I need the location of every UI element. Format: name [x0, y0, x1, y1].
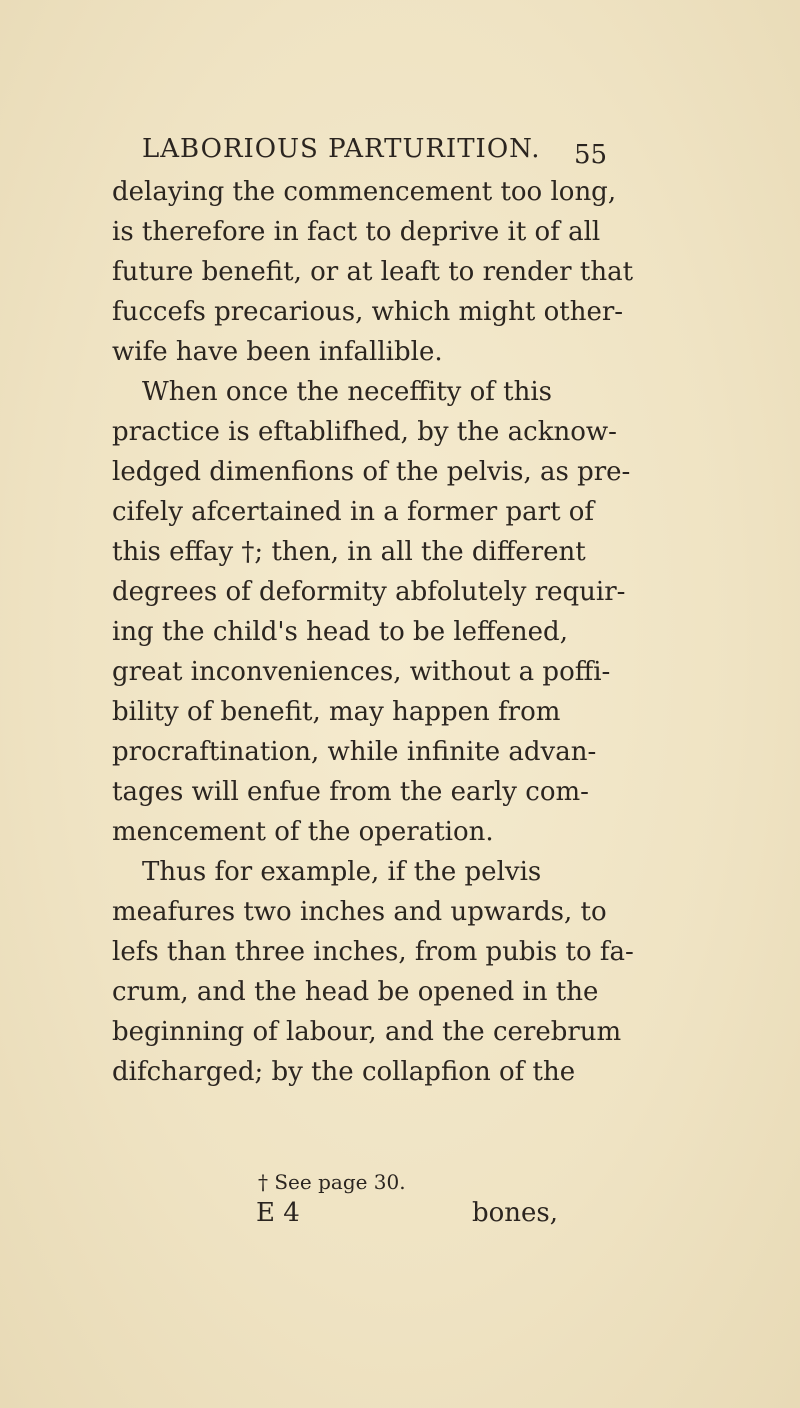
text-line: beginning of labour, and the cerebrum: [112, 1017, 622, 1047]
text-line: lefs than three inches, from pubis to fa-: [112, 937, 634, 967]
text-line: great inconveniences, without a poffi-: [112, 657, 611, 687]
text-line: ledged dimenfions of the pelvis, as pre-: [112, 457, 631, 487]
text-line: When once the neceffity of this: [142, 377, 552, 407]
page-number: 55: [574, 140, 608, 170]
text-line: ing the child's head to be leffened,: [112, 617, 568, 647]
text-line: crum, and the head be opened in the: [112, 977, 599, 1007]
text-line: wife have been infallible.: [112, 337, 443, 367]
signature-mark: E 4: [256, 1198, 300, 1228]
text-line: bility of benefit, may happen from: [112, 697, 561, 727]
text-line: delaying the commencement too long,: [112, 177, 617, 207]
text-line: future benefit, or at leaft to render that: [112, 257, 634, 287]
footnote: † See page 30.: [258, 1170, 406, 1194]
text-line: tages will enfue from the early com-: [112, 777, 589, 807]
text-line: Thus for example, if the pelvis: [142, 857, 542, 887]
text-line: difcharged; by the collapfion of the: [112, 1057, 576, 1087]
text-line: fuccefs precarious, which might other-: [112, 297, 624, 327]
page-header: [142, 134, 642, 174]
running-title: LABORIOUS PARTURITION.: [142, 134, 541, 164]
text-line: cifely afcertained in a former part of: [112, 497, 595, 527]
text-line: is therefore in fact to deprive it of all: [112, 217, 601, 247]
catchword: bones,: [472, 1198, 559, 1228]
text-line: procraftination, while infinite advan-: [112, 737, 597, 767]
text-line: mencement of the operation.: [112, 817, 494, 847]
text-line: this effay †; then, in all the different: [112, 537, 586, 567]
text-line: meafures two inches and upwards, to: [112, 897, 607, 927]
text-line: practice is eftablifhed, by the acknow-: [112, 417, 617, 447]
text-line: degrees of deformity abfolutely requir-: [112, 577, 626, 607]
